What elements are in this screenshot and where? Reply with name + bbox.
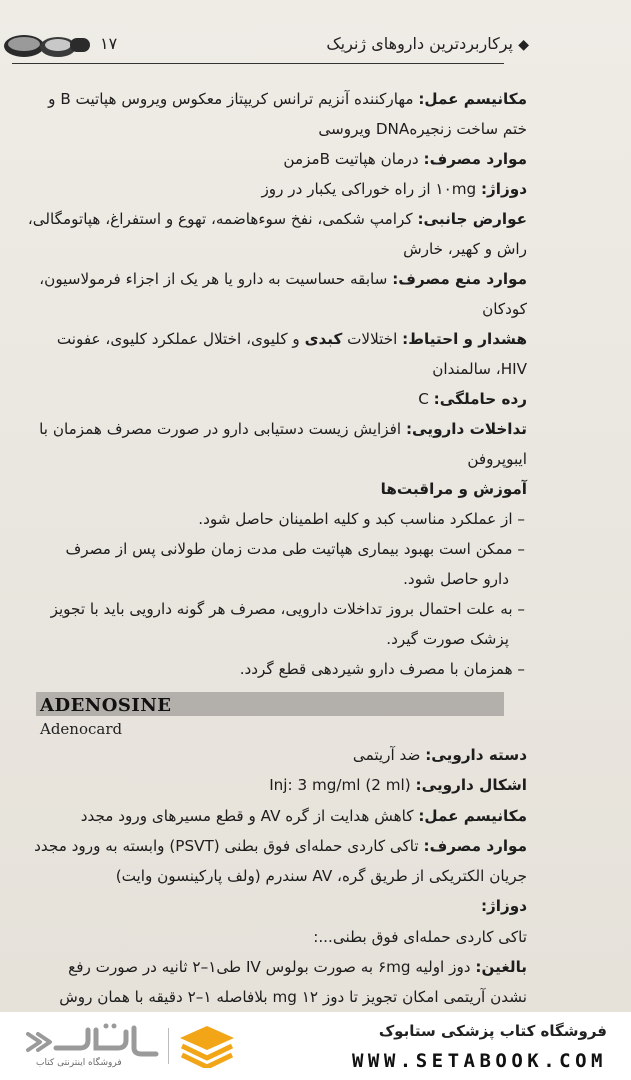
education-bullet: – از عملکرد مناسب کبد و کلیه اطمینان حاصل شود. xyxy=(198,510,525,528)
logo-divider xyxy=(168,1028,169,1064)
drug-entry xyxy=(34,740,527,1013)
warnings-line-2: HIV، سالمندان xyxy=(432,360,527,378)
contraindications-line: موارد منع مصرف: سابقه حساسیت به دارو یا هر یک از اجزاء فرمولاسیون، xyxy=(39,270,527,288)
adults-line: بالغین: دوز اولیه ۶mg به صورت بولوس IV طی۱–۲ ثانیه در صورت رفع xyxy=(68,958,527,977)
dosage-heading: دوزاژ: xyxy=(480,897,527,916)
interactions-line: تداخلات دارویی: افزایش زیست دستیابی دارو در صورت مصرف همزمان با xyxy=(39,420,527,438)
warnings-line: هشدار و احتیاط: اختلالات کبدی و کلیوی، اختلال عملکرد کلیوی، عفونت xyxy=(56,330,527,348)
store-name: فروشگاه کتاب پزشکی ستابوک xyxy=(378,1022,607,1040)
logo-tagline: فروشگاه اینترنتی کتاب xyxy=(36,1058,122,1068)
education-bullet: – همزمان با مصرف دارو شیردهی قطع گردد. xyxy=(239,660,525,678)
adults-line-2: نشدن آریتمی امکان تجویز تا دوز ۱۲ mg بلافاصله ۱–۲ دقیقه با همان روش xyxy=(59,988,527,1007)
mechanism-line: مکانیسم عمل: کاهش هدایت از گره AV و قطع مسیرهای ورود مجدد xyxy=(80,806,527,825)
indications-line: موارد مصرف: تاکی کاردی حمله‌ای فوق بطنی (PSVT) وابسته به ورود مجدد xyxy=(34,836,527,855)
dosage-subheading: تاکی کاردی حمله‌ای فوق بطنی...: xyxy=(313,927,527,946)
brand-name: Adenocard xyxy=(40,720,123,738)
entry-continued xyxy=(27,84,527,684)
store-url[interactable]: WWW.SETABOOK.COM xyxy=(351,1050,607,1072)
education-bullet: – ممکن است بهبود بیماری هپاتیت طی مدت زمان طولانی پس از مصرف xyxy=(65,540,525,558)
education-bullet-cont: دارو حاصل شود. xyxy=(403,570,509,588)
mechanism-line: مکانیسم عمل: مهارکننده آنزیم ترانس کریپتاز معکوس ویروس هپاتیت B و xyxy=(48,90,527,108)
mechanism-line-2: ختم ساخت زنجیرهDNA ویروسی xyxy=(318,120,527,138)
page-number: ۱۷ xyxy=(100,34,118,53)
drug-name: ADENOSINE xyxy=(40,695,172,716)
setabook-logo-icon xyxy=(178,1024,236,1068)
header-diamond: ◆ xyxy=(518,37,529,53)
education-bullet: – به علت احتمال بروز تداخلات دارویی، مصرف هر گونه دارویی باید با تجویز xyxy=(50,600,525,618)
pills-icon xyxy=(0,28,92,62)
contraindications-line-2: کودکان xyxy=(482,300,527,318)
page-header xyxy=(0,24,631,64)
class-line: دسته دارویی: ضد آریتمی xyxy=(352,746,527,764)
store-footer xyxy=(0,1012,631,1080)
side-effects-line-2: راش و کهیر، خارش xyxy=(403,240,527,258)
side-effects-line: عوارض جانبی: کرامپ شکمی، نفخ سوءهاضمه، تهوع و استفراغ، هپاتومگالی، xyxy=(27,210,527,228)
education-bullet-cont: پزشک صورت گیرد. xyxy=(386,630,509,648)
forms-line: اشکال دارویی: Inj: 3 mg/ml (2 ml) xyxy=(269,776,527,795)
interactions-line-2: ایبوپروفن xyxy=(467,450,527,468)
header-rule-left xyxy=(12,63,102,64)
running-title: پرکاربردترین داروهای ژنریک xyxy=(326,34,513,53)
education-heading: آموزش و مراقبت‌ها xyxy=(380,480,527,498)
pregnancy-line: رده حاملگی: C xyxy=(418,390,527,408)
dosage-line: دوزاژ: ۱۰mg از راه خوراکی یکبار در روز xyxy=(261,180,527,198)
indications-line: موارد مصرف: درمان هپاتیت Bمزمن xyxy=(283,150,527,168)
indications-line-2: جریان الکتریکی از طریق گره، AV سندرم (ولف پارکینسون وایت) xyxy=(115,867,527,886)
